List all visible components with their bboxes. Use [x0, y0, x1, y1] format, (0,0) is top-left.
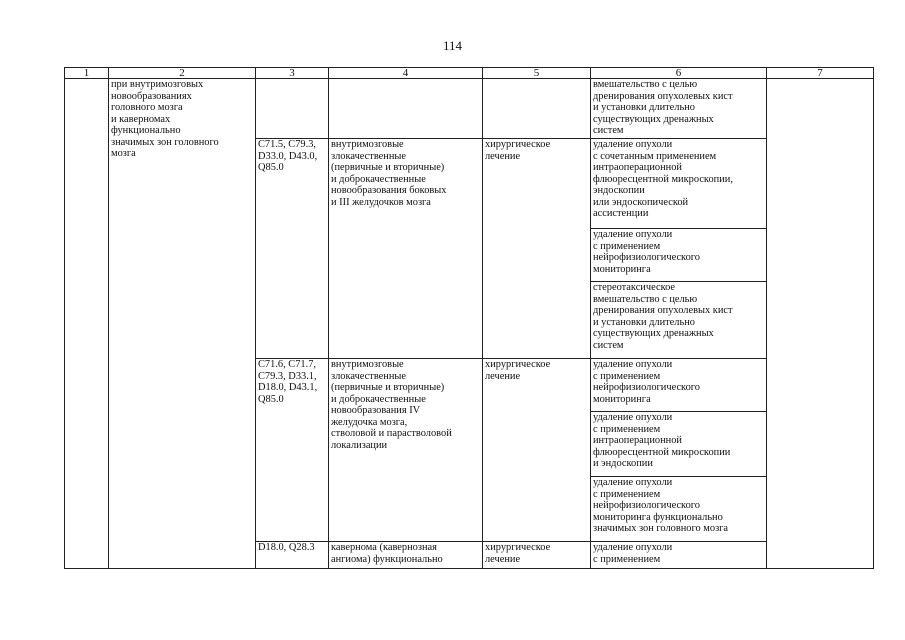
method-cell: стереотаксическое вмешательство с целью дренирования опухолевых кист и установки длительно существующих дренажных систем [591, 282, 767, 359]
method-cell: удаление опухоли с применением нейрофизиологического мониторинга [591, 359, 767, 412]
method-cell: удаление опухоли с применением [591, 542, 767, 569]
header-cell: 1 [65, 68, 109, 79]
method-cell: удаление опухоли с сочетанным применением интраоперационной флюоресцентной микроскопии, эндоскопии или эндоскопической ассистенции [591, 139, 767, 229]
icd-codes-cell: C71.6, C71.7, C79.3, D33.1, D18.0, D43.1, Q85.0 [256, 359, 329, 542]
diagnosis-cell: внутримозговые злокачественные (первичные и вторичные) и доброкачественные новообразования IV желудочка мозга, стволовой и парастволовой локализации [329, 359, 483, 542]
col7-cell [767, 79, 874, 569]
header-cell: 7 [767, 68, 874, 79]
col1-cell [65, 79, 109, 569]
method-cell: удаление опухоли с применением интраоперационной флюоресцентной микроскопии и эндоскопии [591, 412, 767, 477]
medical-care-table [64, 67, 874, 569]
page-number: 114 [442, 38, 463, 53]
column-number-row [65, 68, 874, 79]
header-cell: 2 [109, 68, 256, 79]
treatment-type-cell: хирургическое лечение [483, 139, 591, 359]
icd-codes-cell: C71.5, C79.3, D33.0, D43.0, Q85.0 [256, 139, 329, 359]
treatment-type-cell [483, 79, 591, 139]
header-cell: 3 [256, 68, 329, 79]
method-cell: удаление опухоли с применением нейрофизиологического мониторинга функционально значимых зон головного мозга [591, 477, 767, 542]
header-cell: 4 [329, 68, 483, 79]
profile-name-cell: при внутримозговых новообразованиях головного мозга и каверномах функционально значимых зон головного мозга [109, 79, 256, 569]
table-row [65, 79, 874, 139]
icd-codes-cell: D18.0, Q28.3 [256, 542, 329, 569]
treatment-type-cell: хирургическое лечение [483, 542, 591, 569]
method-cell: вмешательство с целью дренирования опухолевых кист и установки длительно существующих дренажных систем [591, 79, 767, 139]
icd-codes-cell [256, 79, 329, 139]
treatment-type-cell: хирургическое лечение [483, 359, 591, 542]
diagnosis-cell [329, 79, 483, 139]
method-cell: удаление опухоли с применением нейрофизиологического мониторинга [591, 229, 767, 282]
header-cell: 5 [483, 68, 591, 79]
diagnosis-cell: каверномa (кавернозная ангиома) функционально [329, 542, 483, 569]
diagnosis-cell: внутримозговые злокачественные (первичные и вторичные) и доброкачественные новообразования боковых и III желудочков мозга [329, 139, 483, 359]
header-cell: 6 [591, 68, 767, 79]
